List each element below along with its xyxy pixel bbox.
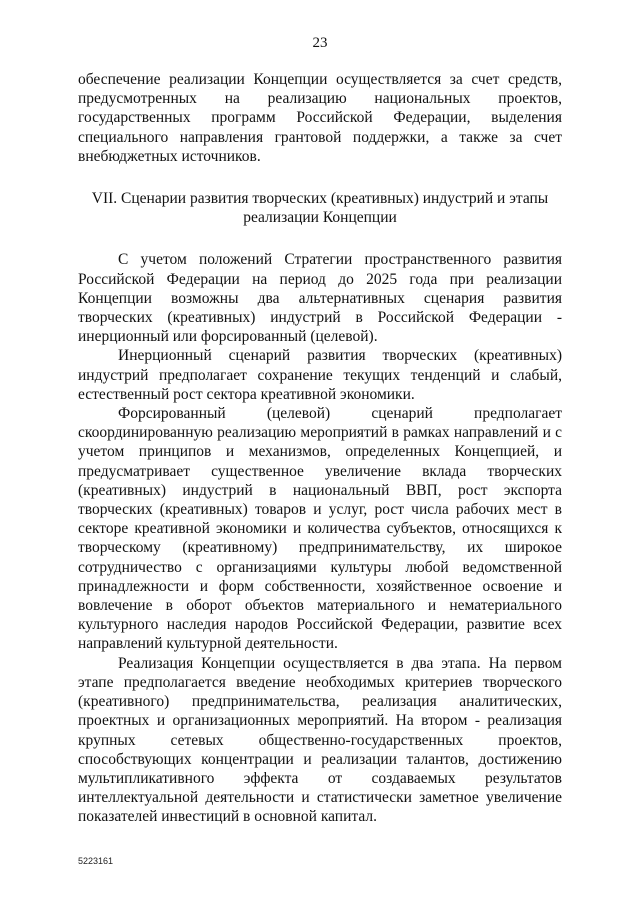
- document-code: 5223161: [78, 856, 114, 866]
- paragraph-scenarios: С учетом положений Стратегии пространственного развития Российской Федерации на период до 2025 года при реализации Концепции возможны два альтернативных сценария развития творческих (креативных) индустрий в Российской Федерации - инерционный или форсированный (целевой).: [78, 251, 562, 346]
- document-body: [78, 70, 562, 827]
- paragraph-forced-scenario: Форсированный (целевой) сценарий предполагает скоординированную реализацию мероприятий в рамках направлений и с учетом принципов и механизмов, определенных Концепцией, и предусматривает существенное увеличение вклада творческих (креативных) индустрий в национальный ВВП, рост экспорта творческих (креативных) товаров и услуг, рост числа рабочих мест в секторе креативной экономики и количества субъектов, относящихся к творческому (креативному) предпринимательству, их широкое сотрудничество с организациями культуры любой ведомственной принадлежности и форм собственности, хозяйственное освоение и вовлечение в оборот объектов материального и нематериального культурного наследия народов Российской Федерации, развитие всех направлений культурной деятельности.: [78, 405, 562, 653]
- intro-paragraph: обеспечение реализации Концепции осуществляется за счет средств, предусмотренных на реализацию национальных проектов, государственных программ Российской Федерации, выделения специального направления грантовой поддержки, а также за счет внебюджетных источников.: [78, 71, 562, 165]
- section-heading: VII. Сценарии развития творческих (креативных) индустрий и этапы реализации Концепции: [91, 190, 549, 227]
- paragraph-implementation-stages: Реализация Концепции осуществляется в два этапа. На первом этапе предполагается введение необходимых критериев творческого (креативного) предпринимательства, реализация аналитических, проектных и организационных мероприятий. На втором - реализация крупных сетевых общественно-государственных проектов, способствующих концентрации и реализации талантов, достижению мультипликативного эффекта от создаваемых результатов интеллектуальной деятельности и статистически заметное увеличение показателей инвестиций в основной капитал.: [78, 654, 562, 826]
- page-number: 23: [312, 35, 328, 51]
- paragraph-inertial-scenario: Инерционный сценарий развития творческих (креативных) индустрий предполагает сохранение текущих тенденций и слабый, естественный рост сектора креативной экономики.: [78, 347, 562, 403]
